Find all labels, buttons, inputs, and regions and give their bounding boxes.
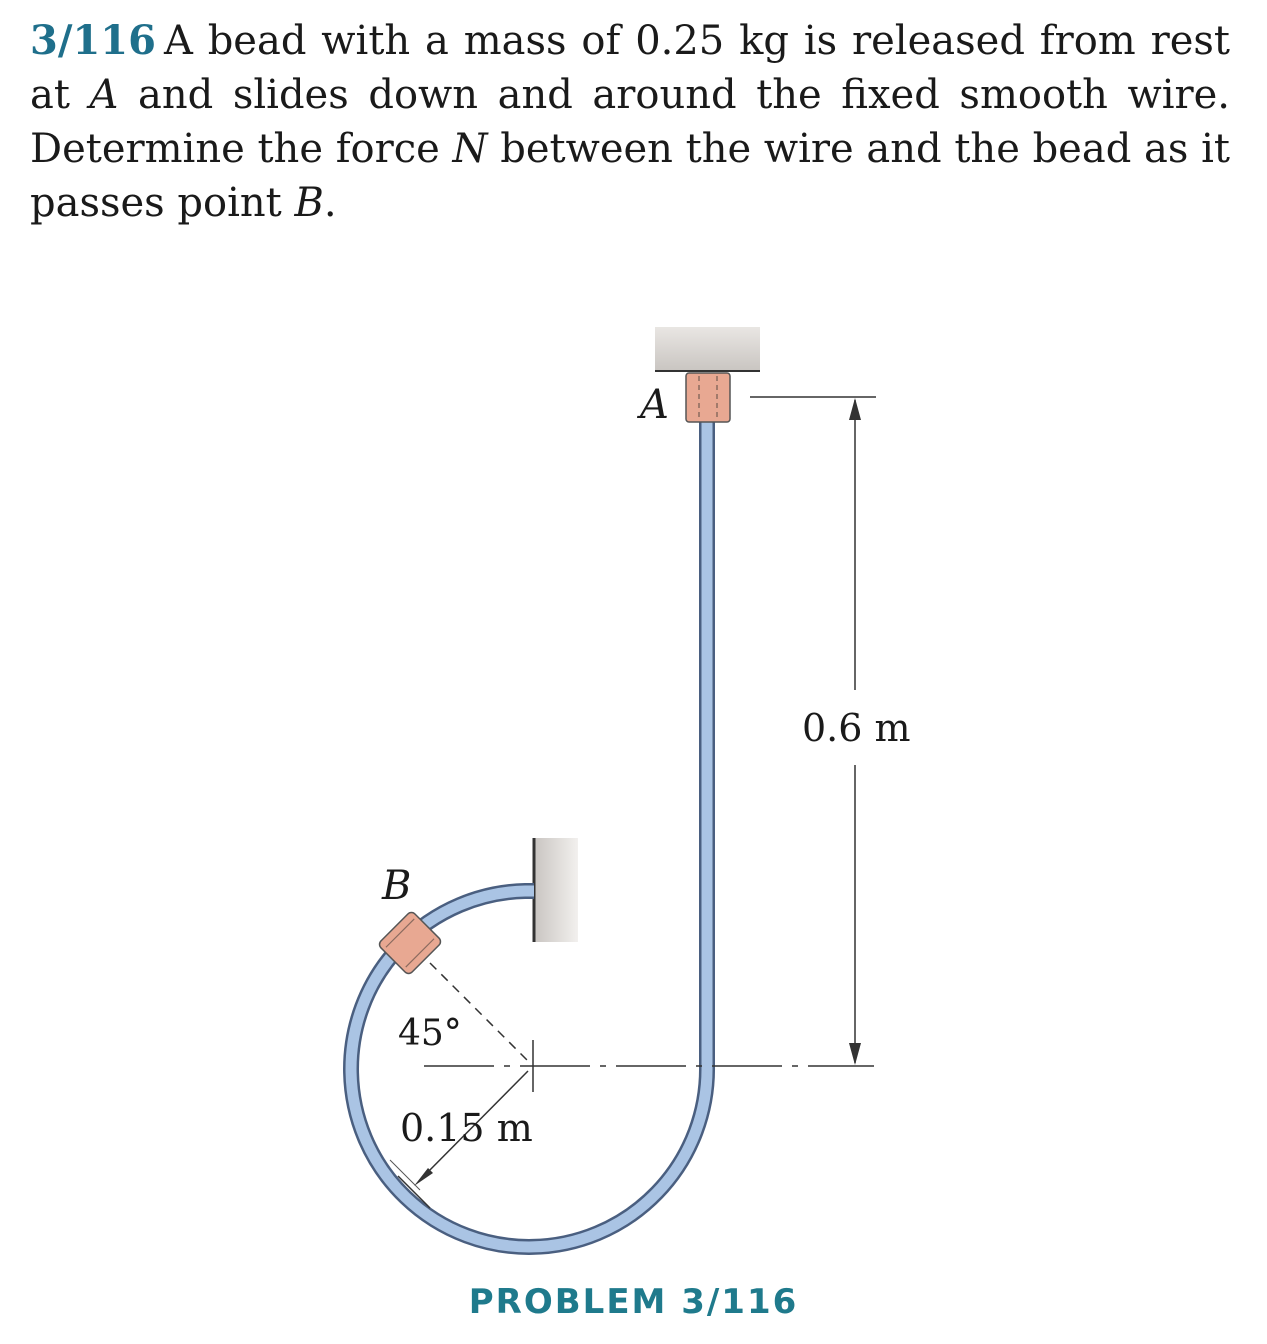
bead-at-a — [686, 373, 730, 422]
angle-label: 45° — [398, 1013, 462, 1054]
radius-arrowhead — [414, 1168, 433, 1186]
height-arrowhead-top — [849, 398, 861, 420]
problem-text-1: A bead with a mass of 0.25 kg is released from rest at — [30, 18, 1230, 118]
figure-caption: PROBLEM 3/116 — [468, 1282, 799, 1322]
label-b: B — [382, 863, 412, 909]
height-arrowhead-bottom — [849, 1043, 861, 1065]
height-label: 0.6 m — [802, 706, 911, 750]
problem-point-b: B — [294, 180, 324, 226]
problem-text-3: between the wire and the bead as it passes point — [30, 126, 1230, 226]
radius-label: 0.15 m — [400, 1106, 533, 1150]
side-support — [534, 838, 578, 942]
problem-text-4: . — [323, 180, 337, 226]
problem-number: 3/116 — [30, 17, 156, 64]
top-support — [655, 327, 760, 371]
problem-point-a: A — [89, 72, 119, 118]
problem-force-symbol: N — [452, 126, 488, 172]
label-a: A — [640, 382, 669, 428]
problem-text-2: and slides down and around the fixed smooth wire. Determine the force — [30, 72, 1231, 172]
